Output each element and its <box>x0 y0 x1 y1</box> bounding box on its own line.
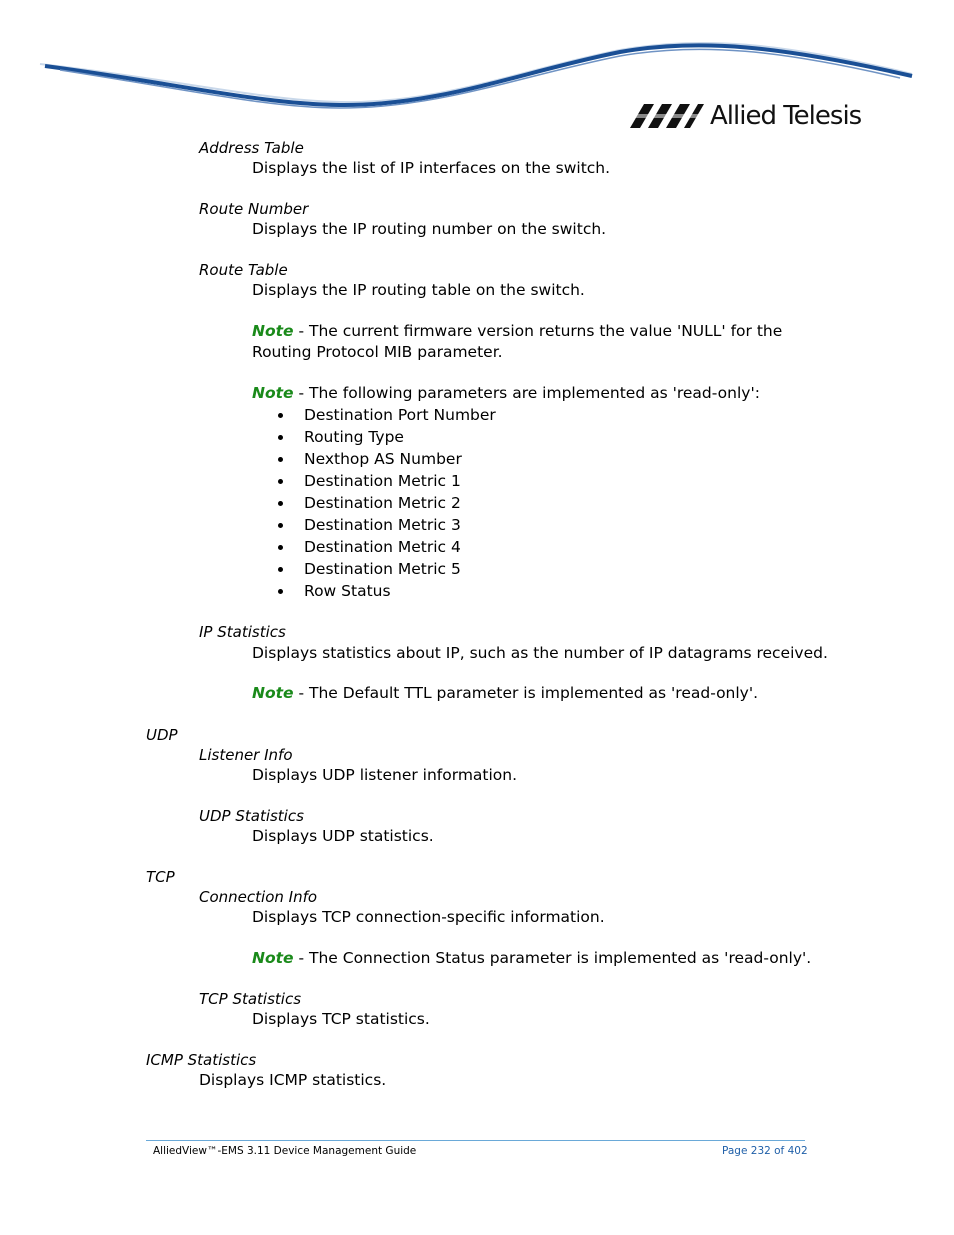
note-text: - The following parameters are implemented as 'read-only': <box>293 384 760 402</box>
list-item-text: Destination Metric 4 <box>304 538 461 556</box>
text-udp-statistics: Displays UDP statistics. <box>252 827 434 845</box>
list-item <box>276 558 496 580</box>
bullet-icon <box>278 479 283 484</box>
note-connection-status <box>252 949 811 967</box>
list-item <box>276 536 496 558</box>
list-item <box>276 470 496 492</box>
note-default-ttl <box>252 684 758 702</box>
read-only-parameter-list <box>276 404 496 602</box>
text-icmp-statistics: Displays ICMP statistics. <box>199 1071 387 1089</box>
bullet-icon <box>278 413 283 418</box>
footer-document-title: AlliedView™-EMS 3.11 Device Management Guide <box>153 1145 417 1157</box>
footer-page-number: Page 232 of 402 <box>722 1145 808 1157</box>
list-item-text: Routing Type <box>304 428 404 446</box>
list-item <box>276 580 496 602</box>
bullet-icon <box>278 567 283 572</box>
list-item-text: Destination Metric 5 <box>304 560 461 578</box>
bullet-icon <box>278 545 283 550</box>
list-item <box>276 404 496 426</box>
list-item <box>276 448 496 470</box>
logo-wordmark: Allied Telesis <box>710 101 862 131</box>
heading-icmp-statistics: ICMP Statistics <box>146 1051 257 1069</box>
bullet-icon <box>278 589 283 594</box>
heading-ip-statistics: IP Statistics <box>199 623 286 641</box>
bullet-icon <box>278 501 283 506</box>
heading-listener-info: Listener Info <box>199 746 293 764</box>
bullet-icon <box>278 523 283 528</box>
heading-tcp: TCP <box>146 868 175 886</box>
text-route-table: Displays the IP routing table on the switch. <box>252 281 585 299</box>
heading-route-number: Route Number <box>199 200 309 218</box>
heading-address-table: Address Table <box>199 139 304 157</box>
note-label: Note <box>252 949 294 967</box>
heading-route-table: Route Table <box>199 261 288 279</box>
note-text: - The Default TTL parameter is implemented as 'read-only'. <box>293 684 759 702</box>
list-item-text: Destination Port Number <box>304 406 496 424</box>
text-listener-info: Displays UDP listener information. <box>252 766 518 784</box>
footer-divider <box>146 1140 805 1141</box>
heading-connection-info: Connection Info <box>199 888 318 906</box>
list-item-text: Destination Metric 3 <box>304 516 461 534</box>
note-read-only-params <box>252 384 760 402</box>
text-route-number: Displays the IP routing number on the switch. <box>252 220 607 238</box>
heading-udp-statistics: UDP Statistics <box>199 807 304 825</box>
note-text: - The current firmware version returns the value 'NULL' for the <box>293 322 783 340</box>
text-connection-info: Displays TCP connection-specific information. <box>252 908 605 926</box>
list-item <box>276 492 496 514</box>
note-text: - The Connection Status parameter is implemented as 'read-only'. <box>293 949 812 967</box>
text-address-table: Displays the list of IP interfaces on the switch. <box>252 159 611 177</box>
bullet-icon <box>278 435 283 440</box>
heading-tcp-statistics: TCP Statistics <box>199 990 302 1008</box>
list-item <box>276 514 496 536</box>
list-item-text: Destination Metric 2 <box>304 494 461 512</box>
note-routing-protocol <box>252 322 782 340</box>
note-routing-protocol-cont: Routing Protocol MIB parameter. <box>252 343 503 361</box>
list-item-text: Nexthop AS Number <box>304 450 462 468</box>
bullet-icon <box>278 457 283 462</box>
allied-telesis-logo <box>630 101 861 131</box>
text-ip-statistics: Displays statistics about IP, such as the number of IP datagrams received. <box>252 644 828 662</box>
note-label: Note <box>252 684 294 702</box>
heading-udp: UDP <box>146 726 178 744</box>
note-label: Note <box>252 322 294 340</box>
list-item <box>276 426 496 448</box>
list-item-text: Row Status <box>304 582 391 600</box>
at-logo-mark-icon <box>630 104 704 128</box>
note-label: Note <box>252 384 294 402</box>
text-tcp-statistics: Displays TCP statistics. <box>252 1010 430 1028</box>
list-item-text: Destination Metric 1 <box>304 472 461 490</box>
